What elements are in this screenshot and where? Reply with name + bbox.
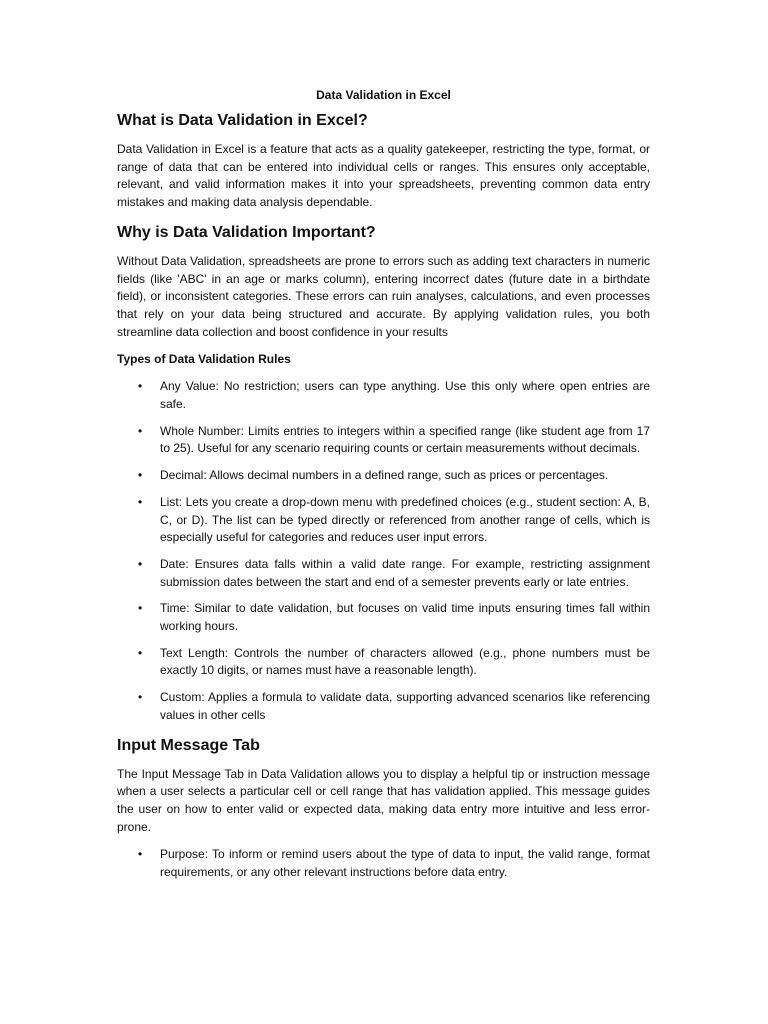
list-item [117,494,650,547]
subheading-types-of-rules: Types of Data Validation Rules [117,352,291,367]
bullet-icon: • [138,847,143,862]
section-paragraph-input-message: The Input Message Tab in Data Validation allows you to display a helpful tip or instruction message when a user selects a particular cell or cell range that has validation applied. This message guides the user on how to enter valid or expected data, making data entry more intuitive and less error-prone. [117,766,650,834]
list-item [117,378,650,413]
bullet-icon: • [138,494,143,509]
list-item [117,467,650,485]
list-item-text: Text Length: Controls the number of characters allowed (e.g., phone numbers must be exactly 10 digits, or names must have a reasonable length). [160,645,650,678]
section-paragraph-what-is: Data Validation in Excel is a feature that acts as a quality gatekeeper, restricting the type, format, or range of data that can be entered into individual cells or ranges. This ensures only acceptable, relevant, and valid information makes it into your spreadsheets, preventing common data entry mistakes and making data analysis dependable. [117,142,650,210]
list-item-text: Time: Similar to date validation, but focuses on valid time inputs ensuring times fall within working hours. [160,601,650,634]
list-item [117,556,650,591]
section-heading-why-important: Why is Data Validation Important? [117,223,376,241]
list-item-text: Any Value: No restriction; users can type anything. Use this only where open entries are safe. [160,379,650,412]
section-paragraph-why-important: Without Data Validation, spreadsheets are prone to errors such as adding text characters in numeric fields (like 'ABC' in an age or marks column), entering incorrect dates (future date in a birthdate field), or inconsistent categories. These errors can ruin analyses, calculations, and even processes that rely on your data being structured and accurate. By applying validation rules, you both streamline data collection and boost confidence in your results [117,253,650,339]
list-item [117,423,650,458]
bullet-icon: • [138,379,143,394]
list-item-text: Decimal: Allows decimal numbers in a defined range, such as prices or percentages. [160,468,609,483]
bullet-icon: • [138,645,143,660]
list-item-text: List: Lets you create a drop-down menu with predefined choices (e.g., student section: A, B, C, or D). The list can be typed directly or referenced from another range of cells, which is especially useful for categories and reduces user input errors. [160,494,650,545]
list-item [117,600,650,635]
document-title: Data Validation in Excel [316,88,451,102]
list-item-text: Custom: Applies a formula to validate data, supporting advanced scenarios like referencing values in other cells [160,690,650,722]
list-item [117,689,650,724]
list-item [117,645,650,680]
list-item-text: Date: Ensures data falls within a valid date range. For example, restricting assignment submission dates between the start and end of a semester prevents early or late entries. [160,556,650,589]
rules-list [117,378,650,724]
bullet-icon: • [138,556,143,571]
section-heading-input-message: Input Message Tab [117,736,260,754]
bullet-icon: • [138,690,143,705]
section-heading-what-is: What is Data Validation in Excel? [117,112,368,129]
bullet-icon: • [138,601,143,616]
input-message-list [117,846,650,881]
list-item-text: Whole Number: Limits entries to integers within a specified range (like student age from 17 to 25). Useful for any scenario requiring counts or certain measurements without decimals. [160,423,650,456]
list-item [117,846,650,881]
bullet-icon: • [138,468,143,483]
document-page [117,86,650,892]
list-item-text: Purpose: To inform or remind users about the type of data to input, the valid range, format requirements, or any other relevant instructions before data entry. [160,847,650,880]
bullet-icon: • [138,423,143,438]
